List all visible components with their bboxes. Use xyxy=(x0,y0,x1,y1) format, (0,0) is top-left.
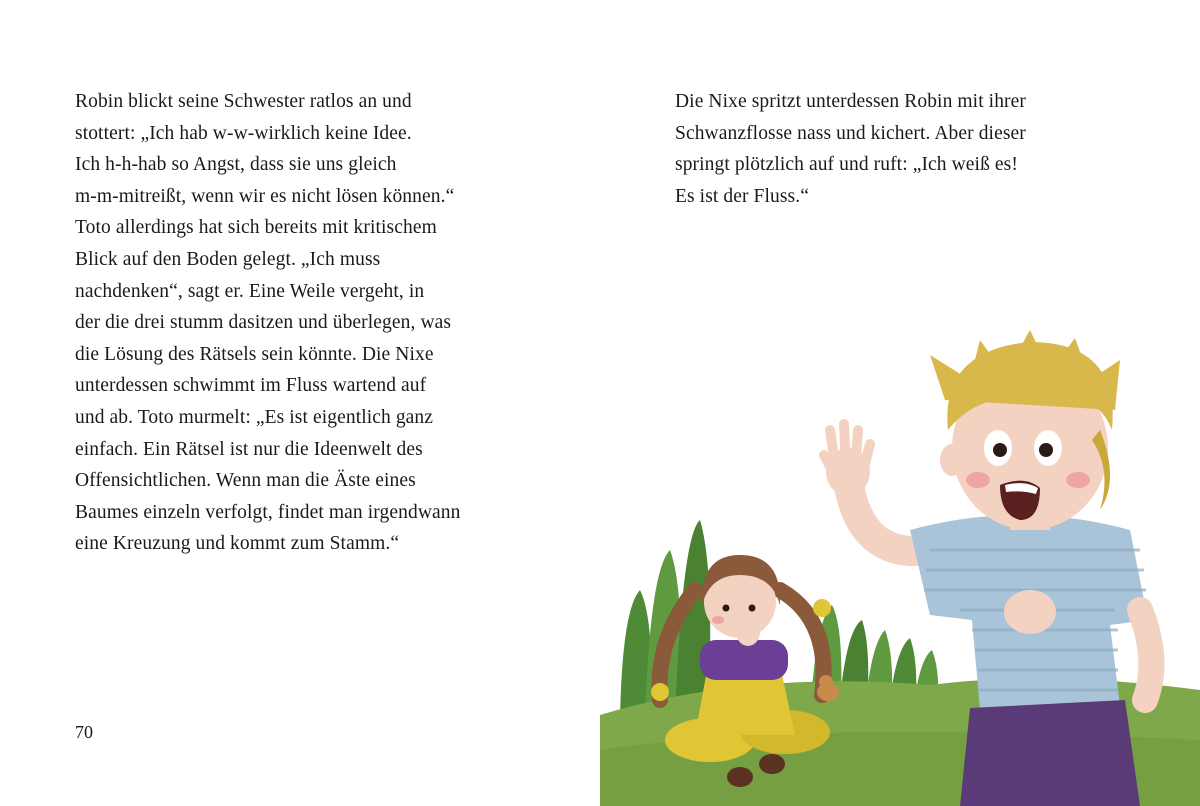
text-line: Offensichtlichen. Wenn man die Äste eines xyxy=(75,470,416,492)
right-page-text xyxy=(675,86,1026,212)
text-line: springt plötzlich auf und ruft: „Ich weiß es! xyxy=(675,154,1018,176)
text-line: Blick auf den Boden gelegt. „Ich muss xyxy=(75,248,381,270)
text-line: Baumes einzeln verfolgt, findet man irgendwann xyxy=(75,501,461,523)
text-line: und ab. Toto murmelt: „Es ist eigentlich ganz xyxy=(75,406,434,428)
text-line: Schwanzflosse nass und kichert. Aber dieser xyxy=(675,122,1026,144)
text-line: Robin blickt seine Schwester ratlos an und xyxy=(75,91,412,112)
text-line: Ich h-h-hab so Angst, dass sie uns gleich xyxy=(75,154,397,176)
text-line: einfach. Ein Rätsel ist nur die Ideenwelt des xyxy=(75,438,423,460)
children-illustration xyxy=(600,320,1200,806)
text-line: unterdessen schwimmt im Fluss wartend auf xyxy=(75,375,427,397)
text-line: eine Kreuzung und kommt zum Stamm.“ xyxy=(75,533,400,555)
text-line: stottert: „Ich hab w-w-wirklich keine Idee. xyxy=(75,122,412,144)
text-line: der die drei stumm dasitzen und überlegen, was xyxy=(75,312,452,334)
left-page-text xyxy=(75,86,460,560)
text-line: die Lösung des Rätsels sein könnte. Die Nixe xyxy=(75,343,434,365)
text-line: nachdenken“, sagt er. Eine Weile vergeht, in xyxy=(75,280,425,302)
text-line: Es ist der Fluss.“ xyxy=(675,185,809,207)
text-line: Die Nixe spritzt unterdessen Robin mit ihrer xyxy=(675,91,1026,112)
page-number: 70 xyxy=(75,722,93,742)
text-line: m-m-mitreißt, wenn wir es nicht lösen können.“ xyxy=(75,185,455,207)
text-line: Toto allerdings hat sich bereits mit kritischem xyxy=(75,217,437,239)
right-page xyxy=(600,0,1200,806)
